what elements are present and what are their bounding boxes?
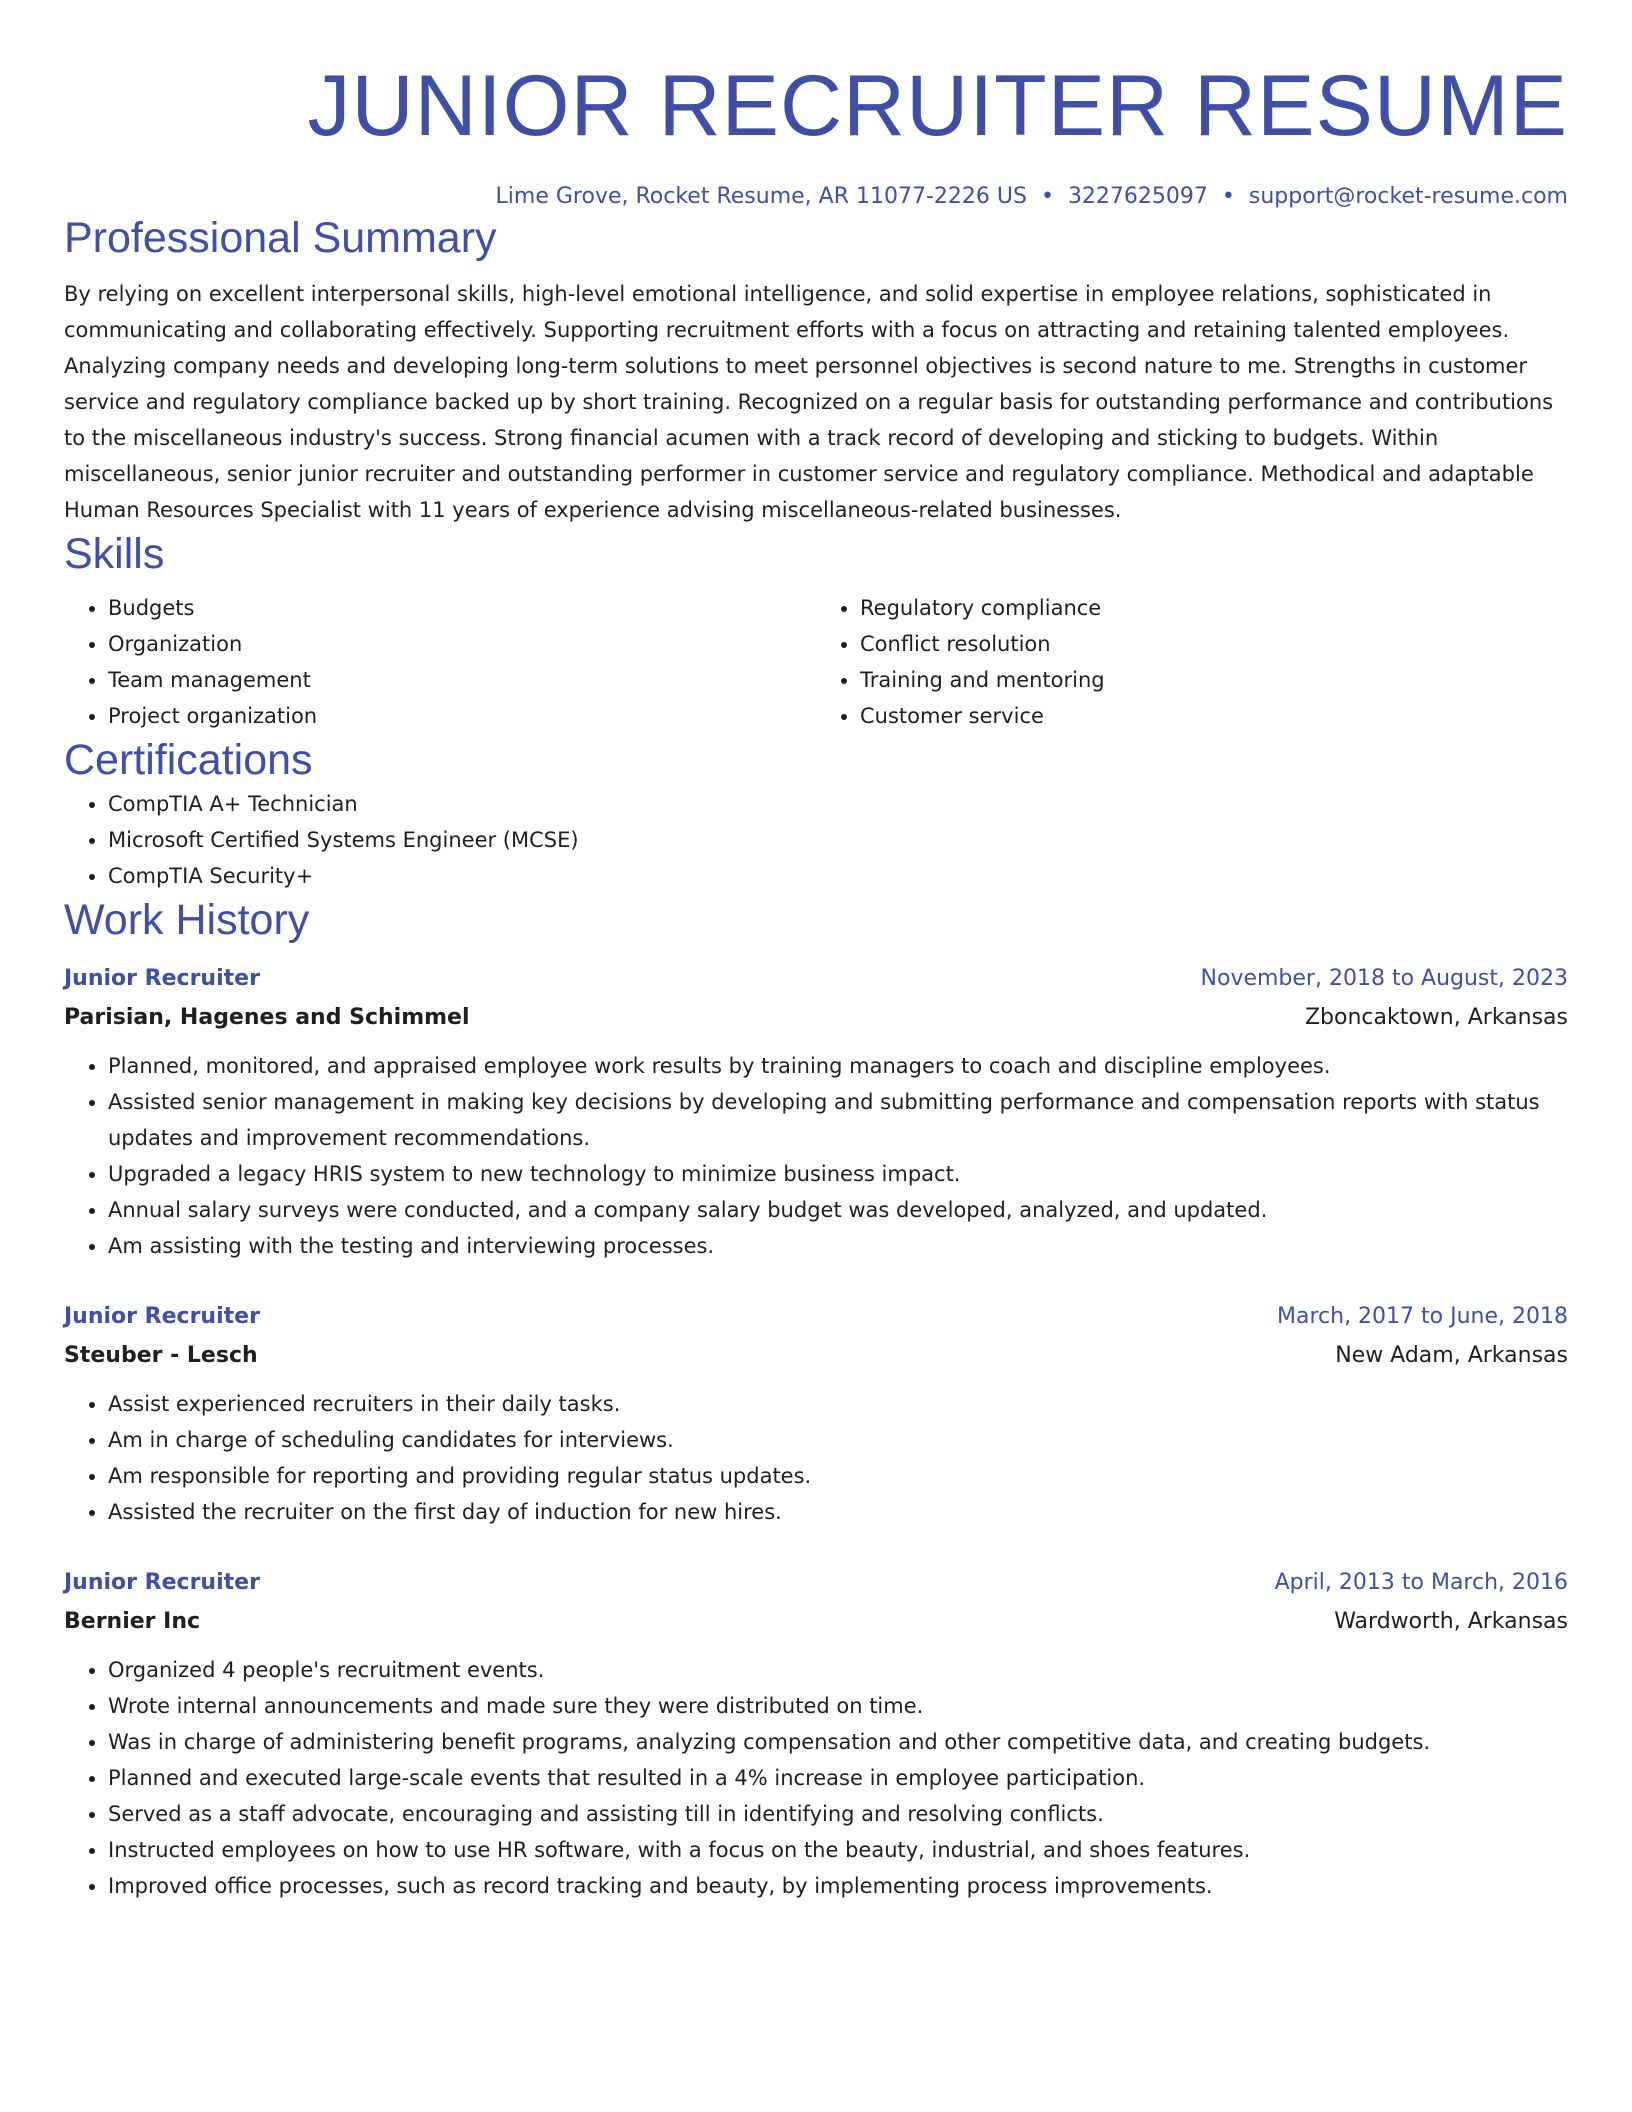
job-bullet: • Am assisting with the testing and interviewing processes. [108, 1228, 1568, 1264]
job-entry [64, 1564, 1568, 1904]
job-bullet: • Served as a staff advocate, encouraging and assisting till in identifying and resolving conflicts. [108, 1796, 1568, 1832]
skill-item: • Customer service [860, 698, 1568, 734]
certification-item: • CompTIA Security+ [108, 858, 1568, 894]
certifications-heading: Certifications [64, 736, 313, 784]
job-location: Zboncaktown, Arkansas [1304, 1005, 1568, 1030]
job-header-row [64, 1298, 1568, 1336]
job-bullet: • Assisted senior management in making key decisions by developing and submitting performance and compensation reports with status updates and improvement recommendations. [108, 1084, 1568, 1156]
job-bullet: • Was in charge of administering benefit programs, analyzing compensation and other competitive data, and creating budgets. [108, 1724, 1568, 1760]
skills-list-right [816, 590, 1568, 734]
contact-separator: • [1040, 184, 1054, 209]
job-dates: November, 2018 to August, 2023 [1200, 966, 1568, 991]
job-location: Wardworth, Arkansas [1334, 1609, 1568, 1634]
job-bullet: • Assist experienced recruiters in their daily tasks. [108, 1386, 1568, 1422]
skills-columns [64, 590, 1568, 734]
job-entry [64, 960, 1568, 1264]
job-dates: April, 2013 to March, 2016 [1274, 1570, 1568, 1595]
job-bullet: • Upgraded a legacy HRIS system to new technology to minimize business impact. [108, 1156, 1568, 1192]
skill-item: • Budgets [108, 590, 816, 626]
job-bullet: • Instructed employees on how to use HR software, with a focus on the beauty, industrial, and shoes features. [108, 1832, 1568, 1868]
job-location: New Adam, Arkansas [1335, 1343, 1568, 1368]
resume-title: JUNIOR RECRUITER RESUME [307, 58, 1568, 154]
job-title: Junior Recruiter [64, 966, 260, 991]
job-bullets [64, 1048, 1568, 1264]
skills-heading: Skills [64, 530, 165, 578]
contact-address: Lime Grove, Rocket Resume, AR 11077-2226 US [495, 184, 1027, 209]
contact-email: support@rocket-resume.com [1248, 184, 1568, 209]
contact-phone: 3227625097 [1067, 184, 1208, 209]
job-bullets [64, 1386, 1568, 1530]
job-company-row [64, 1602, 1568, 1642]
job-bullet: • Wrote internal announcements and made sure they were distributed on time. [108, 1688, 1568, 1724]
job-entry [64, 1298, 1568, 1530]
certification-item: • Microsoft Certified Systems Engineer (MCSE) [108, 822, 1568, 858]
job-title: Junior Recruiter [64, 1570, 260, 1595]
job-bullet: • Improved office processes, such as record tracking and beauty, by implementing process improvements. [108, 1868, 1568, 1904]
job-company-row [64, 1336, 1568, 1376]
job-company: Steuber - Lesch [64, 1343, 258, 1368]
job-bullet: • Am responsible for reporting and providing regular status updates. [108, 1458, 1568, 1494]
job-header-row [64, 960, 1568, 998]
job-bullet: • Organized 4 people's recruitment events. [108, 1652, 1568, 1688]
skill-item: • Organization [108, 626, 816, 662]
job-title: Junior Recruiter [64, 1304, 260, 1329]
job-dates: March, 2017 to June, 2018 [1277, 1304, 1568, 1329]
skills-list-left [64, 590, 816, 734]
job-bullet: • Assisted the recruiter on the first day of induction for new hires. [108, 1494, 1568, 1530]
skill-item: • Team management [108, 662, 816, 698]
skill-item: • Project organization [108, 698, 816, 734]
job-company-row [64, 998, 1568, 1038]
certifications-list [64, 786, 1568, 894]
skill-item: • Conflict resolution [860, 626, 1568, 662]
contact-separator: • [1221, 184, 1235, 209]
job-bullet: • Planned and executed large-scale events that resulted in a 4% increase in employee participation. [108, 1760, 1568, 1796]
job-bullet: • Planned, monitored, and appraised employee work results by training managers to coach and discipline employees. [108, 1048, 1568, 1084]
skill-item: • Regulatory compliance [860, 590, 1568, 626]
summary-text: By relying on excellent interpersonal skills, high-level emotional intelligence, and solid expertise in employee relations, sophisticated in communicating and collaborating effectively. Supporting recruitment efforts with a focus on attracting and retaining talented employees. Analyzing company needs and developing long-term solutions to meet personnel objectives is second nature to me. Strengths in customer service and regulatory compliance backed up by short training. Recognized on a regular basis for outstanding performance and contributions to the miscellaneous industry's success. Strong financial acumen with a track record of developing and sticking to budgets. Within miscellaneous, senior junior recruiter and outstanding performer in customer service and regulatory compliance. Methodical and adaptable Human Resources Specialist with 11 years of experience advising miscellaneous-related businesses. [64, 282, 1554, 522]
job-company: Parisian, Hagenes and Schimmel [64, 1005, 470, 1030]
work-history-heading: Work History [64, 896, 310, 944]
contact-line [64, 182, 1568, 212]
job-bullet: • Annual salary surveys were conducted, and a company salary budget was developed, analyzed, and updated. [108, 1192, 1568, 1228]
skill-item: • Training and mentoring [860, 662, 1568, 698]
job-header-row [64, 1564, 1568, 1602]
summary-heading: Professional Summary [64, 214, 497, 262]
certification-item: • CompTIA A+ Technician [108, 786, 1568, 822]
job-bullets [64, 1652, 1568, 1904]
job-company: Bernier Inc [64, 1609, 201, 1634]
job-bullet: • Am in charge of scheduling candidates for interviews. [108, 1422, 1568, 1458]
